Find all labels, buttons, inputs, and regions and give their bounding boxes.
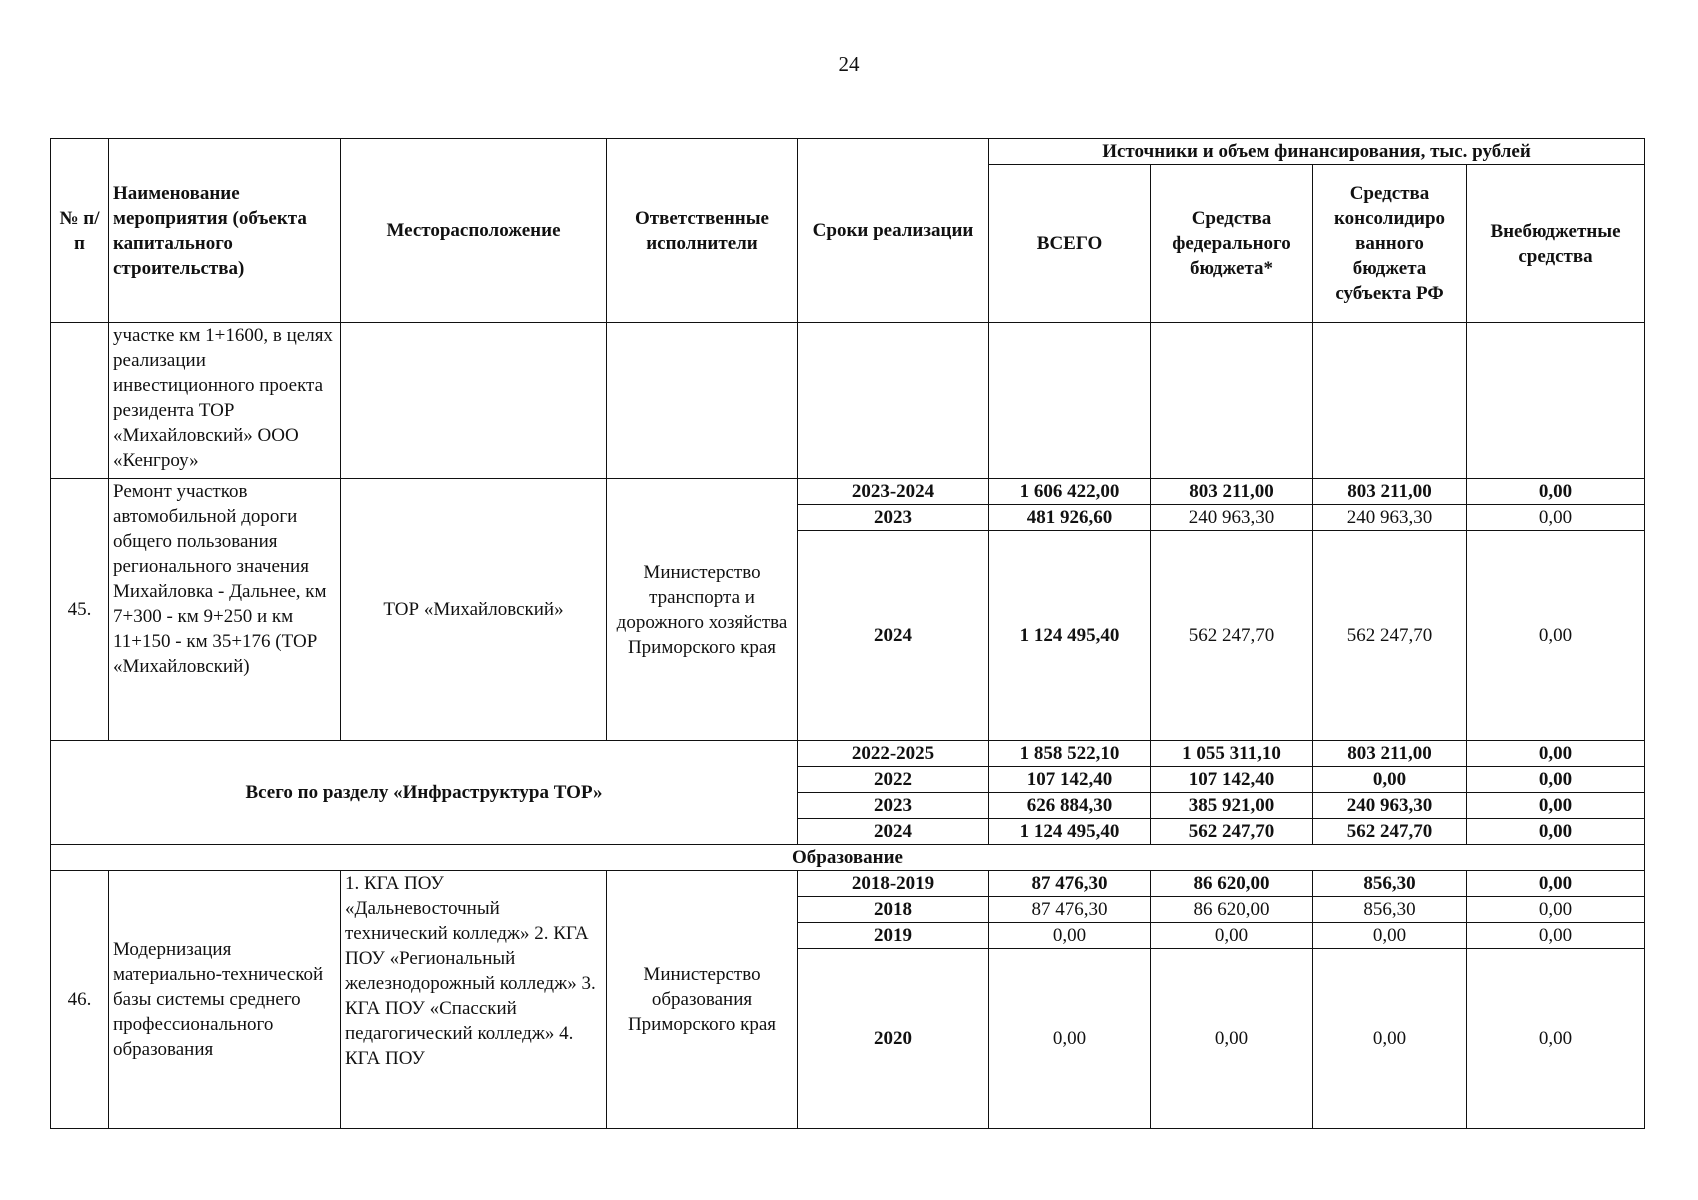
header-name: Наименование мероприятия (объекта капитального строительства): [109, 139, 341, 323]
item45-term: 2023-2024: [798, 479, 989, 505]
item46-extra: 0,00: [1467, 949, 1645, 1129]
item45-regional: 803 211,00: [1313, 479, 1467, 505]
cont-extra: [1467, 323, 1645, 479]
item46-responsible: Министерство образования Приморского края: [607, 871, 798, 1129]
cont-regional: [1313, 323, 1467, 479]
item46-term: 2019: [798, 923, 989, 949]
item46-total: 87 476,30: [989, 871, 1151, 897]
item46-name: Модернизация материально-технической базы системы среднего профессионального образования: [109, 871, 341, 1129]
item46-extra: 0,00: [1467, 923, 1645, 949]
item45-federal: 562 247,70: [1151, 531, 1313, 741]
total-total: 626 884,30: [989, 793, 1151, 819]
item46-location: 1. КГА ПОУ «Дальневосточный технический колледж» 2. КГА ПОУ «Региональный железнодорожный колледж» 3. КГА ПОУ «Спасский педагогический колледж» 4. КГА ПОУ: [341, 871, 607, 1129]
item45-regional: 562 247,70: [1313, 531, 1467, 741]
item46-total: 0,00: [989, 923, 1151, 949]
cont-federal: [1151, 323, 1313, 479]
item46-total: 0,00: [989, 949, 1151, 1129]
total-term: 2024: [798, 819, 989, 845]
item46-federal: 86 620,00: [1151, 897, 1313, 923]
item46-no: 46.: [51, 871, 109, 1129]
total-total: 1 124 495,40: [989, 819, 1151, 845]
item46-extra: 0,00: [1467, 897, 1645, 923]
item46-regional: 0,00: [1313, 949, 1467, 1129]
item46-regional: 856,30: [1313, 897, 1467, 923]
total-term: 2022-2025: [798, 741, 989, 767]
header-terms: Сроки реализации: [798, 139, 989, 323]
item46-federal: 86 620,00: [1151, 871, 1313, 897]
item46-regional: 856,30: [1313, 871, 1467, 897]
item45-term: 2023: [798, 505, 989, 531]
total-extra: 0,00: [1467, 767, 1645, 793]
total-total: 107 142,40: [989, 767, 1151, 793]
header-sources: Источники и объем финансирования, тыс. рублей: [989, 139, 1645, 165]
item45-extra: 0,00: [1467, 531, 1645, 741]
item45-federal: 803 211,00: [1151, 479, 1313, 505]
item45-federal: 240 963,30: [1151, 505, 1313, 531]
header-responsible: Ответственные исполнители: [607, 139, 798, 323]
item46-extra: 0,00: [1467, 871, 1645, 897]
section-total-label: Всего по разделу «Инфраструктура ТОР»: [51, 741, 798, 845]
item45-total: 1 606 422,00: [989, 479, 1151, 505]
header-location: Месторасположение: [341, 139, 607, 323]
item45-term: 2024: [798, 531, 989, 741]
total-federal: 385 921,00: [1151, 793, 1313, 819]
section-title: Образование: [51, 845, 1645, 871]
total-extra: 0,00: [1467, 819, 1645, 845]
item45-location: ТОР «Михайловский»: [341, 479, 607, 741]
header-federal: Средства федерального бюджета*: [1151, 165, 1313, 323]
cont-location: [341, 323, 607, 479]
total-total: 1 858 522,10: [989, 741, 1151, 767]
item46-term: 2020: [798, 949, 989, 1129]
header-no: № п/п: [51, 139, 109, 323]
total-term: 2023: [798, 793, 989, 819]
item45-no: 45.: [51, 479, 109, 741]
item46-federal: 0,00: [1151, 923, 1313, 949]
header-total: ВСЕГО: [989, 165, 1151, 323]
item46-term: 2018-2019: [798, 871, 989, 897]
total-federal: 562 247,70: [1151, 819, 1313, 845]
total-extra: 0,00: [1467, 741, 1645, 767]
total-federal: 107 142,40: [1151, 767, 1313, 793]
item45-extra: 0,00: [1467, 505, 1645, 531]
total-regional: 803 211,00: [1313, 741, 1467, 767]
cont-total: [989, 323, 1151, 479]
item46-regional: 0,00: [1313, 923, 1467, 949]
item45-regional: 240 963,30: [1313, 505, 1467, 531]
item45-name: Ремонт участков автомобильной дороги общего пользования регионального значения Михайловка - Дальнее, км 7+300 - км 9+250 и км 11+150 - км 35+176 (ТОР «Михайловский): [109, 479, 341, 741]
total-regional: 240 963,30: [1313, 793, 1467, 819]
cont-terms: [798, 323, 989, 479]
total-term: 2022: [798, 767, 989, 793]
header-extra: Внебюджетные средства: [1467, 165, 1645, 323]
item46-term: 2018: [798, 897, 989, 923]
item45-total: 1 124 495,40: [989, 531, 1151, 741]
item45-extra: 0,00: [1467, 479, 1645, 505]
item46-total: 87 476,30: [989, 897, 1151, 923]
cont-responsible: [607, 323, 798, 479]
total-extra: 0,00: [1467, 793, 1645, 819]
item46-federal: 0,00: [1151, 949, 1313, 1129]
page-number: 24: [838, 52, 860, 76]
total-federal: 1 055 311,10: [1151, 741, 1313, 767]
header-regional: Средства консолидиро ванного бюджета субъекта РФ: [1313, 165, 1467, 323]
total-regional: 562 247,70: [1313, 819, 1467, 845]
cont-name: участке км 1+1600, в целях реализации инвестиционного проекта резидента ТОР «Михайловский» ООО «Кенгроу»: [109, 323, 341, 479]
financing-table: [50, 138, 1645, 1129]
item45-total: 481 926,60: [989, 505, 1151, 531]
total-regional: 0,00: [1313, 767, 1467, 793]
cont-no: [51, 323, 109, 479]
item45-responsible: Министерство транспорта и дорожного хозяйства Приморского края: [607, 479, 798, 741]
